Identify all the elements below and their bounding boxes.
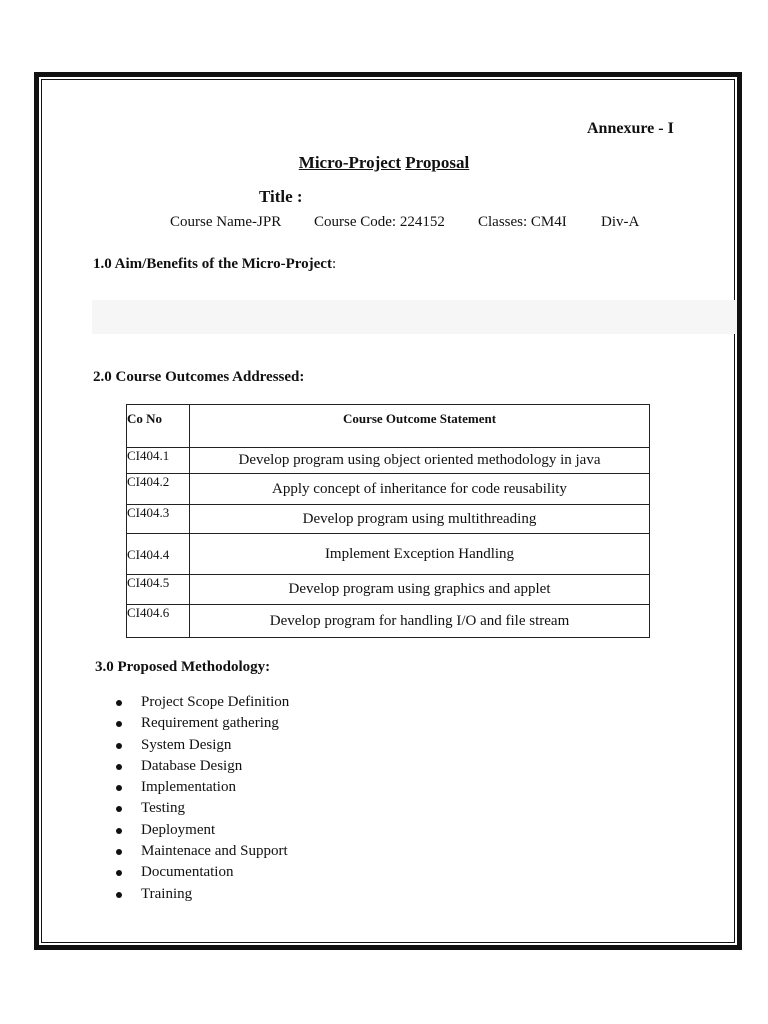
list-item: Implementation [113,777,289,798]
table-row [127,474,650,505]
co-number: CI404.4 [127,534,190,575]
section-outcomes-heading: 2.0 Course Outcomes Addressed: [93,369,305,385]
list-item: Maintenace and Support [113,841,289,862]
course-code: Course Code: 224152 [314,214,445,230]
course-classes: Classes: CM4I [478,214,567,230]
co-number: CI404.6 [127,605,190,638]
table-row [127,448,650,474]
co-statement: Develop program using multithreading [190,505,650,534]
project-title-label: Title : [259,187,303,206]
header-co-no: Co No [127,405,190,448]
co-number: CI404.3 [127,505,190,534]
co-statement: Develop program using object oriented methodology in java [190,448,650,474]
title-part-1: Micro-Project [298,153,402,172]
course-name: Course Name-JPR [170,214,282,230]
annexure-label: Annexure - I [587,120,674,137]
methodology-list [113,692,289,905]
co-number: CI404.1 [127,448,190,474]
header-statement: Course Outcome Statement [190,405,650,448]
course-outcomes-table [126,404,650,638]
co-number: CI404.5 [127,575,190,605]
co-number: CI404.2 [127,474,190,505]
section-methodology-heading: 3.0 Proposed Methodology: [95,659,271,675]
co-statement: Develop program for handling I/O and file stream [190,605,650,638]
table-row [127,505,650,534]
list-item: System Design [113,735,289,756]
document-title [0,153,768,173]
table-header-row [127,405,650,448]
section-aim-colon: : [331,256,337,272]
section-aim-heading-text: 1.0 Aim/Benefits of the Micro-Project [93,256,332,272]
list-item: Testing [113,798,289,819]
list-item: Requirement gathering [113,713,289,734]
section-aim-heading [93,256,336,273]
co-statement: Apply concept of inheritance for code reusability [190,474,650,505]
course-division: Div-A [601,214,640,230]
title-part-2: Proposal [405,153,470,172]
table-row [127,605,650,638]
list-item: Documentation [113,862,289,883]
aim-content-area [92,300,737,334]
co-statement: Develop program using graphics and applet [190,575,650,605]
list-item: Training [113,884,289,905]
table-row [127,534,650,575]
list-item: Project Scope Definition [113,692,289,713]
co-statement: Implement Exception Handling [190,534,650,575]
table-row [127,575,650,605]
list-item: Database Design [113,756,289,777]
list-item: Deployment [113,820,289,841]
